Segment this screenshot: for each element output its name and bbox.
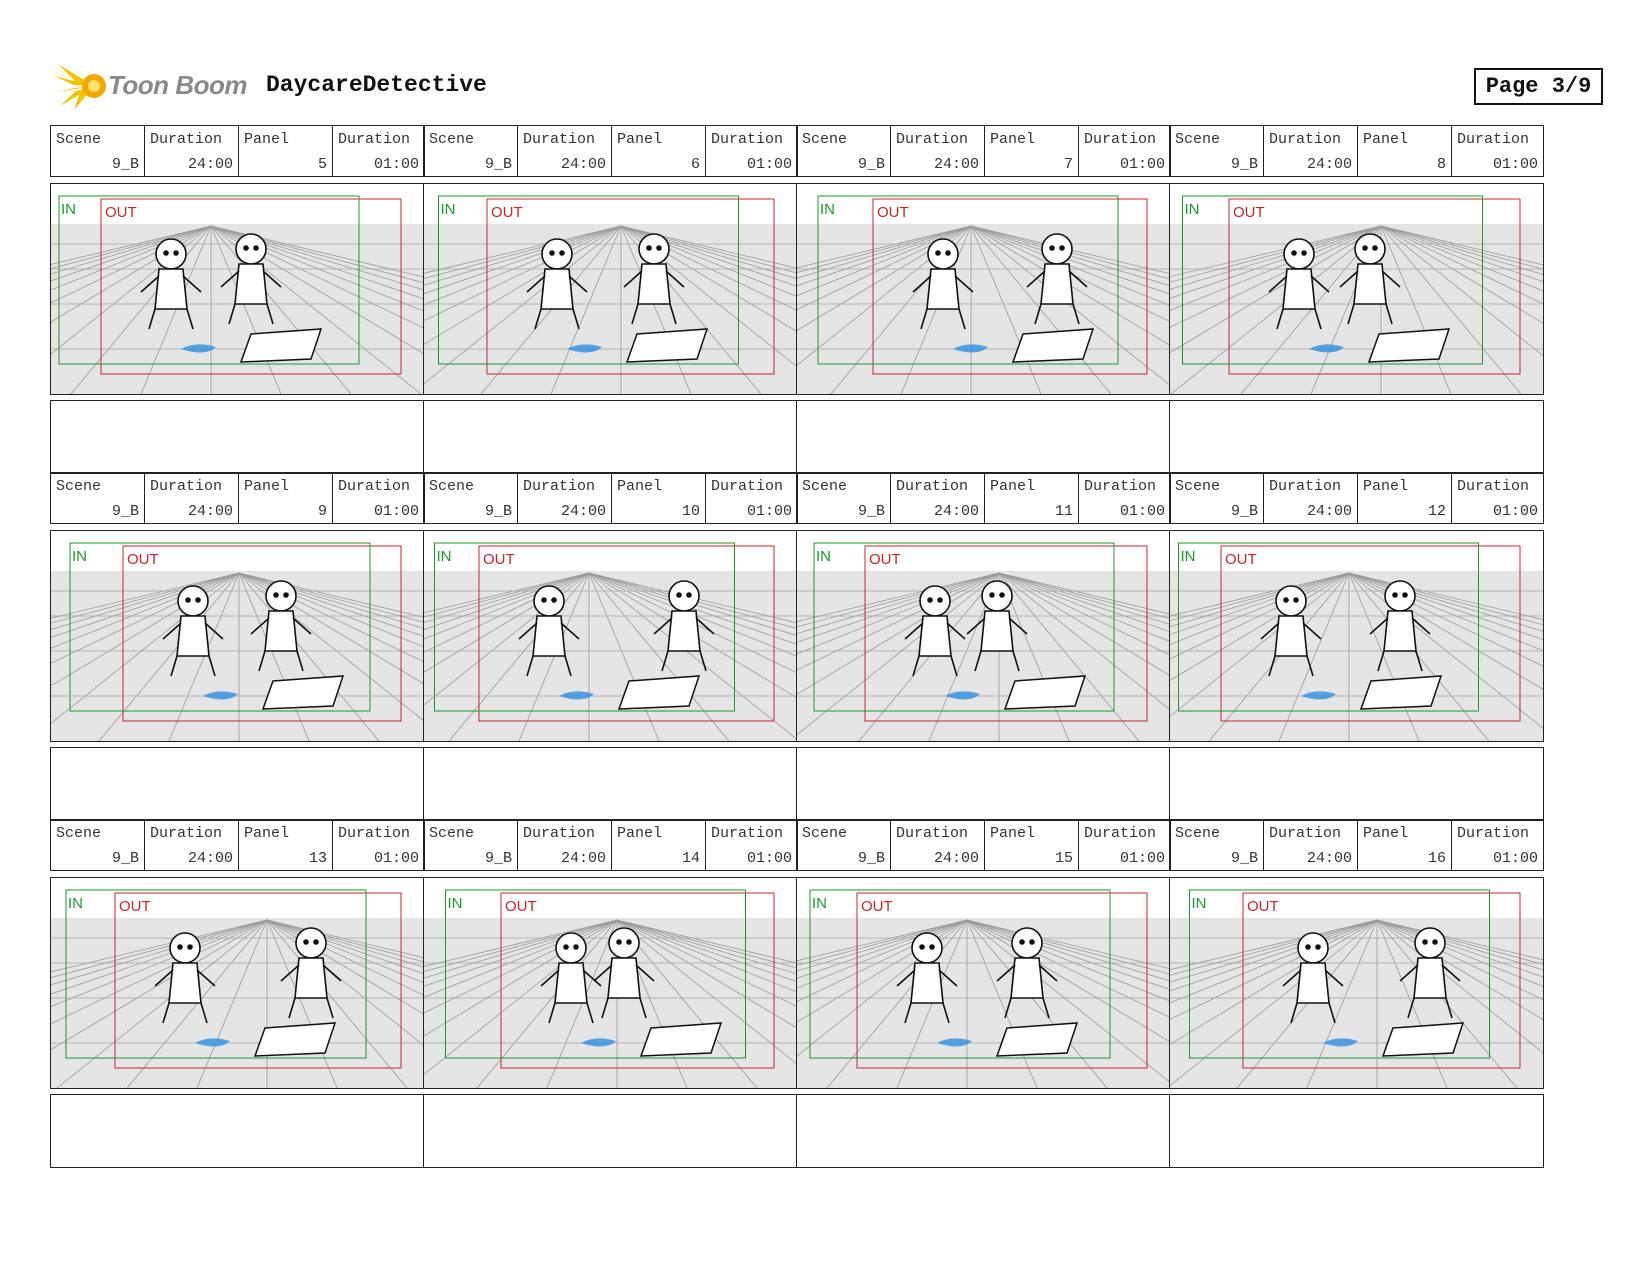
panel-duration-field	[1079, 126, 1170, 176]
panel-drawing-frame[interactable]	[1169, 183, 1544, 395]
page-indicator: Page 3/9	[1474, 68, 1603, 105]
panel-duration-value: 01:00	[1119, 850, 1165, 867]
panel-info-bar	[423, 125, 798, 177]
panel-duration-value: 01:00	[746, 850, 792, 867]
panel-label: Panel	[990, 131, 1036, 148]
scene-duration-field	[1264, 126, 1358, 176]
panel-field	[985, 126, 1079, 176]
out-marker: OUT	[861, 898, 893, 915]
duration-label: Duration	[1084, 131, 1157, 148]
panel-drawing-frame[interactable]	[423, 530, 798, 742]
duration-label: Duration	[711, 478, 784, 495]
panel-number: 16	[1427, 850, 1446, 867]
paper-sheet	[263, 676, 343, 709]
panel-label: Panel	[990, 478, 1036, 495]
panel-info-bar	[50, 472, 425, 524]
panel-drawing-frame[interactable]	[50, 530, 425, 742]
out-marker: OUT	[1233, 204, 1265, 221]
storyboard-panel[interactable]	[1169, 125, 1544, 475]
sketch-drawing	[51, 531, 424, 741]
duration-label: Duration	[338, 478, 411, 495]
duration-label: Duration	[150, 478, 223, 495]
scene-duration-value: 24:00	[560, 850, 606, 867]
panel-label: Panel	[617, 825, 663, 842]
panel-info-bar	[423, 819, 798, 871]
scene-field	[797, 126, 891, 176]
scene-label: Scene	[56, 478, 102, 495]
panel-number: 15	[1054, 850, 1073, 867]
panel-label: Panel	[244, 478, 290, 495]
scene-duration-value: 24:00	[1306, 503, 1352, 520]
panel-duration-value: 01:00	[373, 503, 419, 520]
paper-sheet	[1005, 676, 1085, 709]
floor-area	[797, 918, 1170, 1088]
duration-label: Duration	[1084, 478, 1157, 495]
scene-value: 9_B	[1230, 156, 1258, 173]
paper-sheet	[1013, 329, 1093, 362]
panel-notes-box[interactable]	[50, 400, 425, 474]
scene-label: Scene	[429, 131, 475, 148]
scene-duration-value: 24:00	[933, 850, 979, 867]
scene-label: Scene	[1175, 131, 1221, 148]
out-marker: OUT	[483, 551, 515, 568]
panel-notes-box[interactable]	[423, 1094, 798, 1168]
panel-field	[985, 820, 1079, 870]
panel-drawing-frame[interactable]	[1169, 877, 1544, 1089]
scene-label: Scene	[429, 825, 475, 842]
panel-duration-value: 01:00	[1492, 850, 1538, 867]
scene-label: Scene	[802, 478, 848, 495]
panel-field	[612, 820, 706, 870]
panel-duration-field	[706, 126, 797, 176]
scene-value: 9_B	[1230, 503, 1258, 520]
scene-label: Scene	[802, 825, 848, 842]
scene-field	[797, 820, 891, 870]
in-marker: IN	[447, 895, 463, 912]
out-marker: OUT	[877, 204, 909, 221]
panel-label: Panel	[617, 478, 663, 495]
duration-label: Duration	[338, 131, 411, 148]
scene-duration-value: 24:00	[560, 503, 606, 520]
in-marker: IN	[61, 201, 76, 218]
panel-drawing-frame[interactable]	[50, 183, 425, 395]
sketch-drawing	[51, 878, 424, 1088]
scene-duration-value: 24:00	[933, 503, 979, 520]
scene-field	[424, 126, 518, 176]
panel-info-bar	[1169, 472, 1544, 524]
scene-duration-value: 24:00	[187, 503, 233, 520]
panel-label: Panel	[1363, 131, 1409, 148]
panel-drawing-frame[interactable]	[423, 877, 798, 1089]
duration-label: Duration	[523, 478, 596, 495]
duration-label: Duration	[1084, 825, 1157, 842]
scene-value: 9_B	[484, 156, 512, 173]
panel-duration-field	[1452, 126, 1543, 176]
sketch-drawing	[1170, 878, 1543, 1088]
panel-number: 9	[317, 503, 327, 520]
panel-number: 11	[1054, 503, 1073, 520]
panel-duration-value: 01:00	[1492, 156, 1538, 173]
duration-label: Duration	[1457, 478, 1530, 495]
panel-info-bar	[50, 819, 425, 871]
duration-label: Duration	[711, 131, 784, 148]
storyboard-panel[interactable]	[796, 819, 1171, 1169]
scene-duration-field	[1264, 820, 1358, 870]
floor-area	[424, 224, 797, 394]
scene-duration-value: 24:00	[1306, 850, 1352, 867]
in-marker: IN	[812, 895, 827, 912]
scene-duration-value: 24:00	[560, 156, 606, 173]
panel-duration-field	[333, 126, 424, 176]
panel-number: 10	[681, 503, 700, 520]
brand-name: Toon Boom	[108, 70, 247, 100]
scene-label: Scene	[429, 478, 475, 495]
storyboard-panel[interactable]	[1169, 819, 1544, 1169]
panel-drawing-frame[interactable]	[796, 877, 1171, 1089]
scene-field	[51, 126, 145, 176]
scene-duration-field	[891, 126, 985, 176]
scene-duration-field	[891, 473, 985, 523]
out-marker: OUT	[505, 898, 537, 915]
panel-info-bar	[1169, 819, 1544, 871]
duration-label: Duration	[1269, 825, 1342, 842]
panel-duration-field	[333, 473, 424, 523]
scene-duration-value: 24:00	[187, 156, 233, 173]
scene-duration-field	[1264, 473, 1358, 523]
panel-notes-box[interactable]	[423, 747, 798, 821]
floor-area	[1170, 918, 1543, 1088]
duration-label: Duration	[711, 825, 784, 842]
floor-area	[797, 224, 1170, 394]
scene-value: 9_B	[484, 850, 512, 867]
scene-duration-field	[518, 473, 612, 523]
panel-notes-box[interactable]	[1169, 1094, 1544, 1168]
panel-label: Panel	[990, 825, 1036, 842]
in-marker: IN	[68, 895, 83, 912]
panel-drawing-frame[interactable]	[423, 183, 798, 395]
scene-field	[1170, 820, 1264, 870]
panel-notes-box[interactable]	[423, 400, 798, 474]
scene-label: Scene	[1175, 478, 1221, 495]
panel-label: Panel	[244, 825, 290, 842]
sketch-drawing	[424, 184, 797, 394]
project-title: DaycareDetective	[266, 72, 487, 98]
panel-info-bar	[796, 472, 1171, 524]
in-marker: IN	[436, 548, 452, 565]
in-marker: IN	[820, 201, 835, 218]
panel-notes-box[interactable]	[796, 1094, 1171, 1168]
scene-field	[51, 820, 145, 870]
out-marker: OUT	[491, 204, 523, 221]
scene-label: Scene	[802, 131, 848, 148]
scene-duration-field	[145, 126, 239, 176]
toon-boom-logo-icon	[54, 58, 110, 114]
scene-value: 9_B	[1230, 850, 1258, 867]
panel-duration-value: 01:00	[1492, 503, 1538, 520]
storyboard-panel[interactable]	[423, 125, 798, 475]
paper-sheet	[255, 1023, 335, 1056]
scene-field	[424, 820, 518, 870]
panel-duration-value: 01:00	[746, 503, 792, 520]
duration-label: Duration	[150, 825, 223, 842]
panel-number: 14	[681, 850, 700, 867]
scene-duration-value: 24:00	[1306, 156, 1352, 173]
panel-field	[612, 126, 706, 176]
panel-number: 7	[1063, 156, 1073, 173]
out-marker: OUT	[1225, 551, 1257, 568]
panel-field	[1358, 473, 1452, 523]
panel-drawing-frame[interactable]	[1169, 530, 1544, 742]
paper-sheet	[241, 329, 321, 362]
storyboard-panel[interactable]	[423, 819, 798, 1169]
paper-sheet	[627, 329, 707, 362]
page-header	[54, 58, 1604, 114]
panel-info-bar	[50, 125, 425, 177]
scene-value: 9_B	[857, 850, 885, 867]
floor-area	[51, 571, 424, 741]
panel-duration-value: 01:00	[373, 156, 419, 173]
in-marker: IN	[72, 548, 87, 565]
panel-notes-box[interactable]	[796, 400, 1171, 474]
in-marker: IN	[1184, 201, 1200, 218]
duration-label: Duration	[1269, 131, 1342, 148]
panel-field	[612, 473, 706, 523]
panel-info-bar	[796, 125, 1171, 177]
sketch-drawing	[797, 878, 1170, 1088]
paper-sheet	[1383, 1023, 1463, 1056]
paper-sheet	[619, 676, 699, 709]
panel-field	[239, 820, 333, 870]
scene-value: 9_B	[111, 850, 139, 867]
panel-duration-field	[333, 820, 424, 870]
paper-sheet	[1361, 676, 1441, 709]
panel-info-bar	[423, 472, 798, 524]
panel-duration-field	[706, 473, 797, 523]
scene-duration-value: 24:00	[933, 156, 979, 173]
sketch-drawing	[51, 184, 424, 394]
panel-duration-field	[706, 820, 797, 870]
panel-number: 6	[690, 156, 700, 173]
scene-value: 9_B	[111, 503, 139, 520]
panel-field	[1358, 820, 1452, 870]
scene-value: 9_B	[484, 503, 512, 520]
scene-value: 9_B	[111, 156, 139, 173]
storyboard-panel[interactable]	[50, 472, 425, 822]
panel-duration-field	[1079, 473, 1170, 523]
sketch-drawing	[797, 184, 1170, 394]
panel-duration-field	[1079, 820, 1170, 870]
sketch-drawing	[424, 531, 797, 741]
panel-drawing-frame[interactable]	[796, 183, 1171, 395]
out-marker: OUT	[1247, 898, 1279, 915]
panel-duration-value: 01:00	[746, 156, 792, 173]
panel-number: 12	[1427, 503, 1446, 520]
scene-field	[797, 473, 891, 523]
duration-label: Duration	[896, 131, 969, 148]
scene-field	[1170, 473, 1264, 523]
storyboard-panel[interactable]	[796, 472, 1171, 822]
out-marker: OUT	[105, 204, 137, 221]
duration-label: Duration	[1457, 825, 1530, 842]
scene-field	[424, 473, 518, 523]
scene-label: Scene	[56, 131, 102, 148]
duration-label: Duration	[1269, 478, 1342, 495]
scene-duration-value: 24:00	[187, 850, 233, 867]
storyboard-panel[interactable]	[50, 819, 425, 1169]
panel-label: Panel	[617, 131, 663, 148]
panel-info-bar	[1169, 125, 1544, 177]
panel-label: Panel	[1363, 478, 1409, 495]
scene-field	[1170, 126, 1264, 176]
sketch-drawing	[424, 878, 797, 1088]
duration-label: Duration	[150, 131, 223, 148]
scene-label: Scene	[56, 825, 102, 842]
panel-notes-box[interactable]	[796, 747, 1171, 821]
panel-notes-box[interactable]	[50, 747, 425, 821]
scene-duration-field	[518, 126, 612, 176]
storyboard-grid	[50, 125, 1608, 1210]
storyboard-panel[interactable]	[1169, 472, 1544, 822]
out-marker: OUT	[869, 551, 901, 568]
scene-duration-field	[145, 473, 239, 523]
storyboard-panel[interactable]	[796, 125, 1171, 475]
scene-value: 9_B	[857, 156, 885, 173]
panel-drawing-frame[interactable]	[796, 530, 1171, 742]
in-marker: IN	[816, 548, 831, 565]
panel-label: Panel	[244, 131, 290, 148]
panel-field	[239, 126, 333, 176]
scene-duration-field	[891, 820, 985, 870]
out-marker: OUT	[119, 898, 151, 915]
panel-field	[239, 473, 333, 523]
out-marker: OUT	[127, 551, 159, 568]
paper-sheet	[1369, 329, 1449, 362]
duration-label: Duration	[338, 825, 411, 842]
floor-area	[424, 571, 797, 741]
storyboard-panel[interactable]	[50, 125, 425, 475]
panel-number: 13	[308, 850, 327, 867]
panel-info-bar	[796, 819, 1171, 871]
panel-notes-box[interactable]	[1169, 400, 1544, 474]
panel-label: Panel	[1363, 825, 1409, 842]
paper-sheet	[641, 1023, 721, 1056]
duration-label: Duration	[896, 825, 969, 842]
sketch-drawing	[797, 531, 1170, 741]
panel-number: 5	[317, 156, 327, 173]
panel-notes-box[interactable]	[1169, 747, 1544, 821]
scene-duration-field	[145, 820, 239, 870]
paper-sheet	[997, 1023, 1077, 1056]
panel-field	[985, 473, 1079, 523]
duration-label: Duration	[1457, 131, 1530, 148]
panel-duration-field	[1452, 473, 1543, 523]
scene-field	[51, 473, 145, 523]
scene-duration-field	[518, 820, 612, 870]
duration-label: Duration	[523, 131, 596, 148]
sketch-drawing	[1170, 531, 1543, 741]
in-marker: IN	[1180, 548, 1196, 565]
panel-duration-field	[1452, 820, 1543, 870]
in-marker: IN	[440, 201, 456, 218]
duration-label: Duration	[523, 825, 596, 842]
scene-label: Scene	[1175, 825, 1221, 842]
panel-duration-value: 01:00	[373, 850, 419, 867]
panel-number: 8	[1436, 156, 1446, 173]
panel-notes-box[interactable]	[50, 1094, 425, 1168]
panel-duration-value: 01:00	[1119, 156, 1165, 173]
sketch-drawing	[1170, 184, 1543, 394]
storyboard-panel[interactable]	[423, 472, 798, 822]
panel-drawing-frame[interactable]	[50, 877, 425, 1089]
panel-field	[1358, 126, 1452, 176]
panel-duration-value: 01:00	[1119, 503, 1165, 520]
scene-value: 9_B	[857, 503, 885, 520]
in-marker: IN	[1191, 895, 1207, 912]
duration-label: Duration	[896, 478, 969, 495]
